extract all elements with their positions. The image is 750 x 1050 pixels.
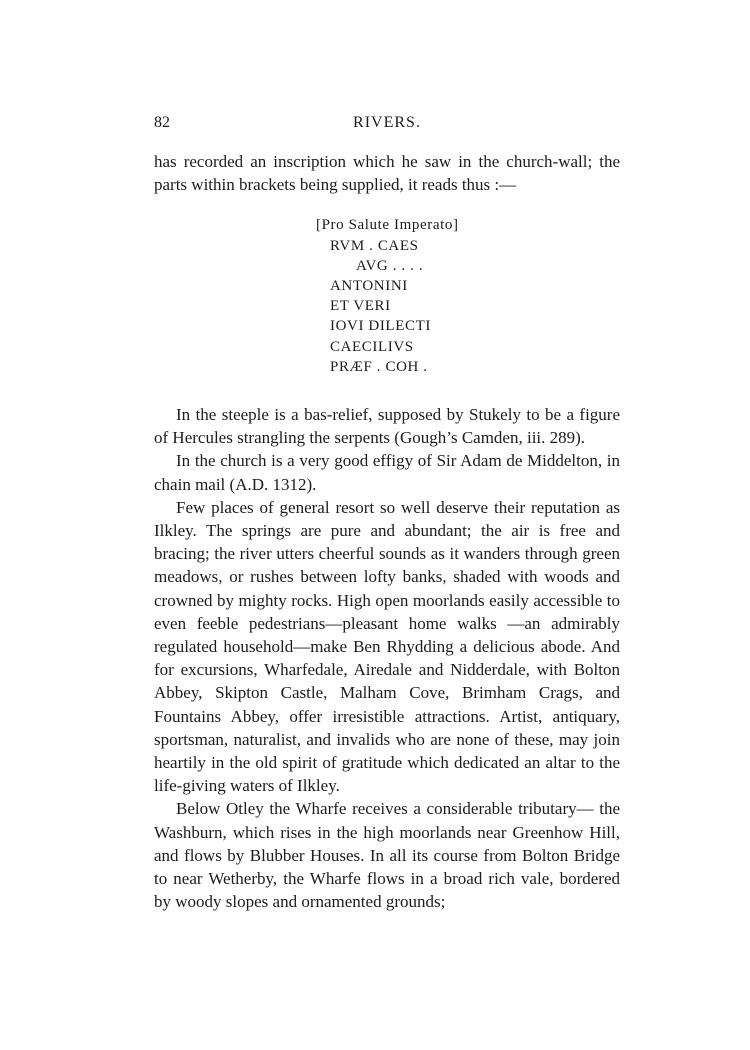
- inscription-line: ANTONINI: [330, 278, 408, 295]
- paragraph-ilkley: Few places of general resort so well deserve their reputation as Ilkley. The springs are pure and abundant; the air is free and bracing; the river utters cheerful sounds as it wanders through green meadows, or rushes between lofty banks, shaded with woods and crowned by mighty rocks. High open moorlands easily accessible to even feeble pedestrians—pleasant home walks —an admirably regulated household—make Ben Rhydding a delicious abode. And for excursions, Wharfedale, Airedale and Nidderdale, with Bolton Abbey, Skipton Castle, Malham Cove, Brimham Crags, and Fountains Abbey, offer irresistible attractions. Artist, antiquary, sportsman, naturalist, and invalids who are none of these, may join heartily in the old spirit of gratitude which dedicated an altar to the life-giving waters of Ilkley.: [154, 497, 620, 796]
- latin-inscription: [154, 215, 620, 377]
- inscription-line: ET VERI: [330, 298, 391, 315]
- church-text-before: In the church is a very good effigy of Sir Adam de Middelton, in chain mail (: [154, 451, 620, 494]
- page-number: 82: [154, 114, 170, 131]
- inscription-line: PRÆF . COH .: [330, 358, 428, 375]
- inscription-line: CAECILIVS: [330, 338, 414, 355]
- inscription-line: [Pro Salute Imperato]: [316, 217, 459, 234]
- inscription-line: AVG . . . .: [356, 257, 424, 274]
- paragraph-steeple: In the steeple is a bas-relief, supposed by Stukely to be a figure of Hercules strangling the serpents (Gough’s Camden, iii. 289).: [154, 405, 620, 448]
- inscription-line: IOVI DILECTI: [330, 318, 431, 335]
- paragraph-otley: Below Otley the Wharfe receives a considerable tributary— the Washburn, which rises in the high moorlands near Greenhow Hill, and flows by Blubber Houses. In all its course from Bolton Bridge to near Wetherby, the Wharfe flows in a broad rich vale, bordered by woody slopes and ornamented grounds;: [154, 799, 620, 912]
- paragraph-continuation: has recorded an inscription which he saw in the church-wall; the parts within brackets being supplied, it reads thus :—: [154, 152, 620, 195]
- era-abbreviation: A.D.: [235, 474, 269, 494]
- paragraph-church-effigy: [154, 449, 620, 495]
- page-body: [154, 150, 620, 914]
- church-text-after: 1312).: [268, 474, 317, 494]
- page-header: [154, 114, 620, 138]
- inscription-line: RVM . CAES: [330, 237, 419, 254]
- running-head: RIVERS.: [353, 114, 421, 131]
